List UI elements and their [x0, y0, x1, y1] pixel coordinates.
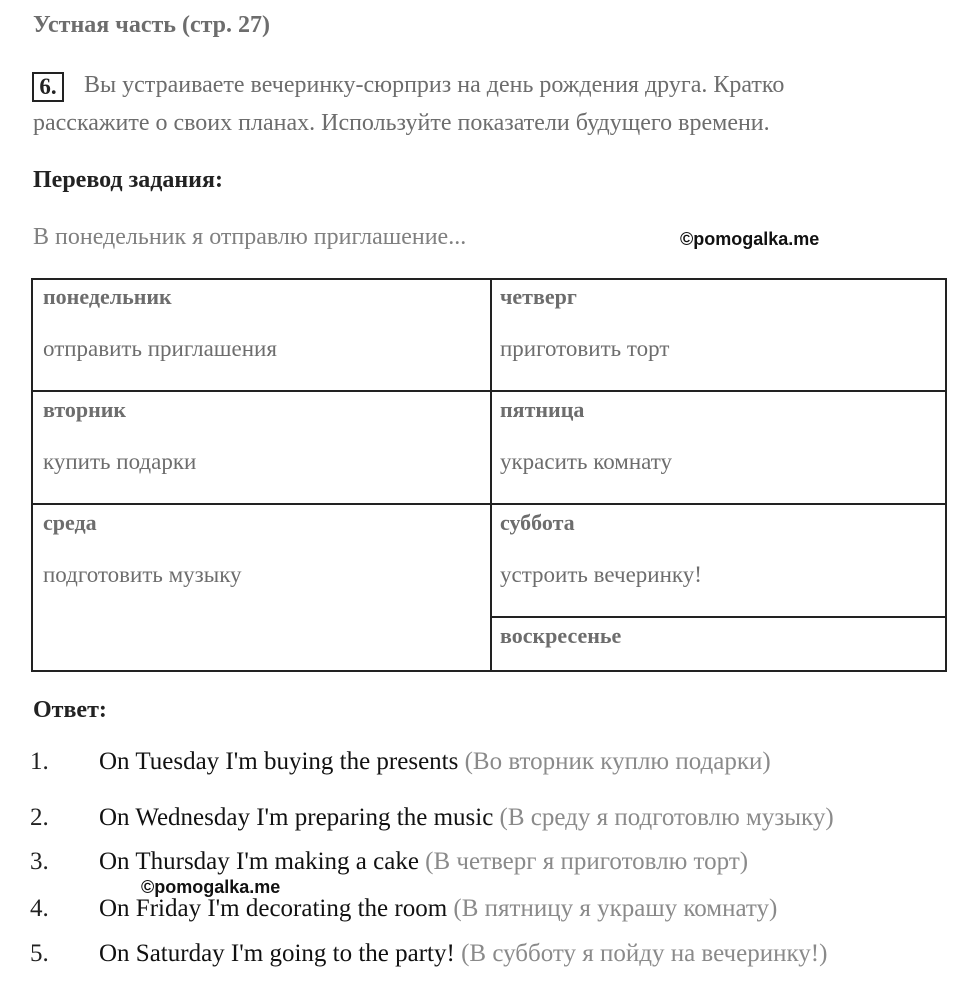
task-number-badge: 6. — [32, 72, 64, 102]
table-divider — [33, 503, 945, 505]
answer-english: On Tuesday I'm buying the presents — [99, 748, 459, 775]
day-label: воскресенье — [500, 623, 622, 648]
day-label: понедельник — [43, 284, 172, 309]
answer-translation: (В среду я подготовлю музыку) — [499, 804, 834, 831]
answer-number: 2. — [30, 804, 49, 831]
answer-number: 5. — [30, 940, 49, 967]
example-sentence: В понедельник я отправлю приглашение... — [33, 224, 467, 250]
answer-number: 1. — [30, 748, 49, 775]
answer-translation: (В субботу я пойду на вечеринку!) — [461, 940, 828, 967]
answer-item — [0, 940, 960, 972]
table-divider — [33, 390, 945, 392]
plan-cell-saturday — [500, 510, 702, 588]
plan-cell-sunday — [500, 623, 621, 649]
answer-english: On Saturday I'm going to the party! — [99, 940, 455, 967]
table-divider — [490, 616, 945, 618]
day-label: среда — [43, 510, 97, 535]
day-task: устроить вечеринку! — [500, 562, 702, 587]
day-task: украсить комнату — [500, 449, 672, 474]
plan-cell-friday — [500, 397, 672, 475]
watermark: ©pomogalka.me — [680, 229, 820, 249]
day-task: подготовить музыку — [43, 562, 242, 587]
answer-translation: (Во вторник куплю подарки) — [464, 748, 771, 775]
answer-item — [0, 895, 960, 927]
plan-cell-thursday — [500, 284, 669, 362]
watermark: ©pomogalka.me — [141, 877, 281, 897]
answer-english: On Friday I'm decorating the room — [99, 895, 448, 922]
day-label: вторник — [43, 397, 127, 422]
plan-cell-monday — [43, 284, 277, 362]
translation-heading: Перевод задания: — [33, 167, 223, 193]
plan-cell-wednesday — [43, 510, 242, 588]
answer-english: On Wednesday I'm preparing the music — [99, 804, 494, 831]
plan-cell-tuesday — [43, 397, 196, 475]
task-text-line-1: Вы устраиваете вечеринку-сюрприз на день рождения друга. Кратко — [84, 72, 785, 98]
answer-item — [0, 748, 960, 780]
answer-item — [0, 804, 960, 836]
day-label: четверг — [500, 284, 577, 309]
answer-translation: (В пятницу я украшу комнату) — [453, 895, 778, 922]
answer-translation: (В четверг я приготовлю торт) — [425, 848, 749, 875]
task-text-line-2: расскажите о своих планах. Используйте показатели будущего времени. — [33, 110, 770, 136]
day-task: приготовить торт — [500, 336, 670, 361]
day-task: купить подарки — [43, 449, 197, 474]
answer-number: 4. — [30, 895, 49, 922]
day-label: пятница — [500, 397, 585, 422]
answer-number: 3. — [30, 848, 49, 875]
day-label: суббота — [500, 510, 575, 535]
section-title: Устная часть (стр. 27) — [33, 12, 271, 38]
table-divider — [490, 280, 492, 672]
answer-heading: Ответ: — [33, 697, 107, 723]
answer-item — [0, 848, 960, 880]
answer-english: On Thursday I'm making a cake — [99, 848, 419, 875]
day-task: отправить приглашения — [43, 336, 277, 361]
plan-table — [31, 278, 947, 672]
